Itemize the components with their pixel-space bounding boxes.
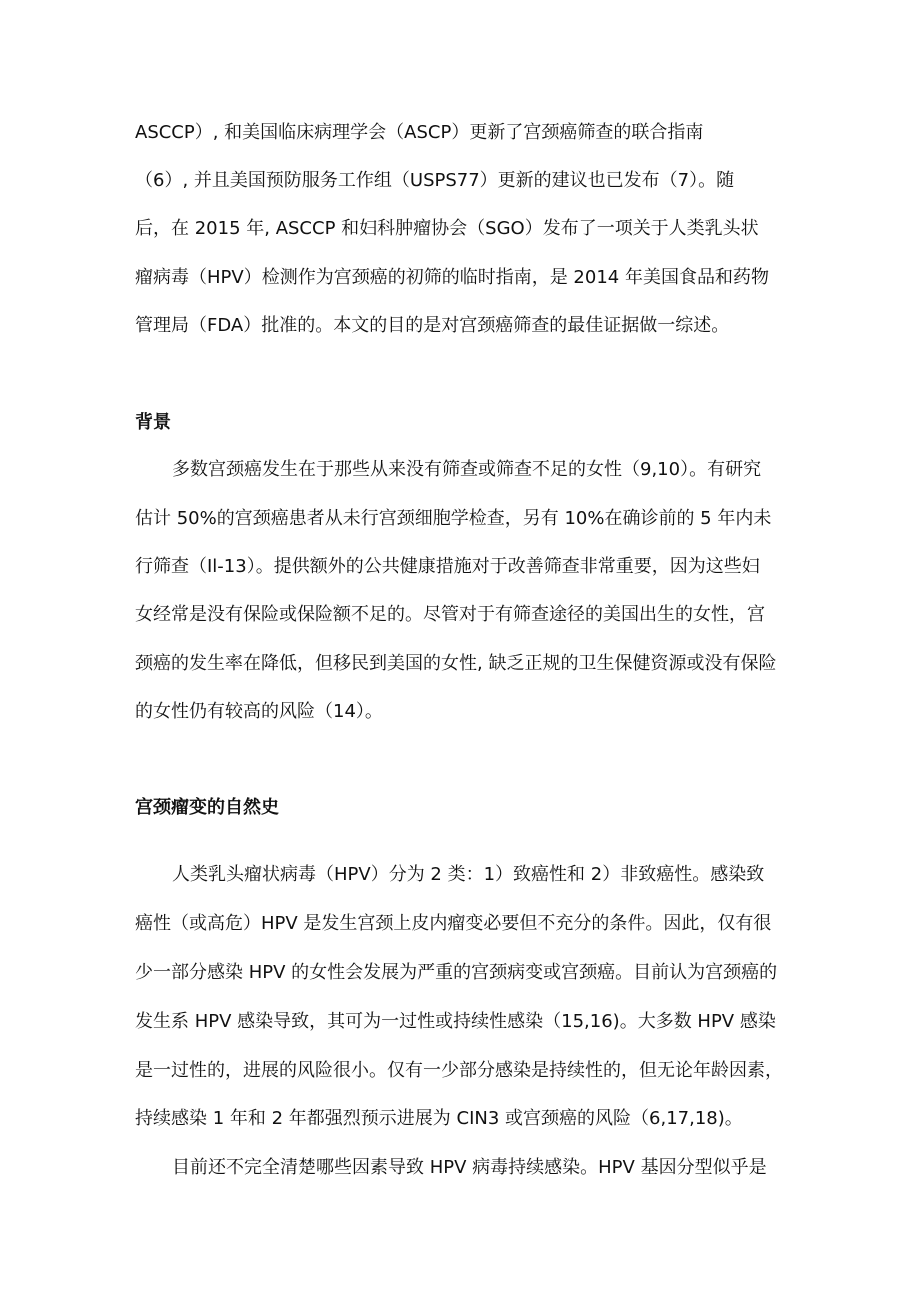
background-line-4: 女经常是没有保险或保险额不足的。尽管对于有筛查途径的美国出生的女性，宫: [135, 604, 765, 625]
intro-line-2: （6）, 并且美国预防服务工作组（USPS77）更新的建议也已发布（7）。随: [135, 170, 735, 191]
natural-history-line-5: 是一过性的，进展的风险很小。仅有一少部分感染是持续性的，但无论年龄因素，: [135, 1060, 783, 1081]
background-heading: 背景: [135, 412, 171, 433]
intro-line-1: ASCCP）, 和美国临床病理学会（ASCP）更新了宫颈癌筛查的联合指南: [135, 122, 704, 143]
intro-line-5: 管理局（FDA）批准的。本文的目的是对宫颈癌筛查的最佳证据做一综述。: [135, 315, 730, 336]
natural-history-line-6: 持续感染 1 年和 2 年都强烈预示进展为 CIN3 或宫颈癌的风险（6,17,18)。: [135, 1108, 743, 1129]
intro-line-3: 后，在 2015 年, ASCCP 和妇科肿瘤协会（SGO）发布了一项关于人类乳头状: [135, 218, 759, 239]
natural-history-line-4: 发生系 HPV 感染导致，其可为一过性或持续性感染（15,16)。大多数 HPV 感染: [135, 1011, 776, 1032]
natural-history-p2-line-1: 目前还不完全清楚哪些因素导致 HPV 病毒持续感染。HPV 基因分型似乎是: [172, 1157, 767, 1178]
intro-line-4: 瘤病毒（HPV）检测作为宫颈癌的初筛的临时指南，是 2014 年美国食品和药物: [135, 267, 769, 288]
natural-history-line-3: 少一部分感染 HPV 的女性会发展为严重的宫颈病变或宫颈癌。目前认为宫颈癌的: [135, 962, 778, 983]
background-line-3: 行筛查（Il-13）。提供额外的公共健康措施对于改善筛查非常重要，因为这些妇: [135, 556, 760, 577]
natural-history-line-2: 癌性（或高危）HPV 是发生宫颈上皮内瘤变必要但不充分的条件。因此，仅有很: [135, 913, 772, 934]
background-line-5: 颈癌的发生率在降低，但移民到美国的女性, 缺乏正规的卫生保健资源或没有保险: [135, 653, 777, 674]
natural-history-heading: 宫颈瘤变的自然史: [135, 797, 279, 818]
natural-history-line-1: 人类乳头瘤状病毒（HPV）分为 2 类：1）致癌性和 2）非致癌性。感染致: [172, 864, 765, 885]
background-line-2: 估计 50%的宫颈癌患者从未行宫颈细胞学检查，另有 10%在确诊前的 5 年内未: [135, 508, 772, 529]
background-line-6: 的女性仍有较高的风险（14）。: [135, 701, 383, 722]
background-line-1: 多数宫颈癌发生在于那些从来没有筛查或筛查不足的女性（9,10）。有研究: [172, 459, 762, 480]
